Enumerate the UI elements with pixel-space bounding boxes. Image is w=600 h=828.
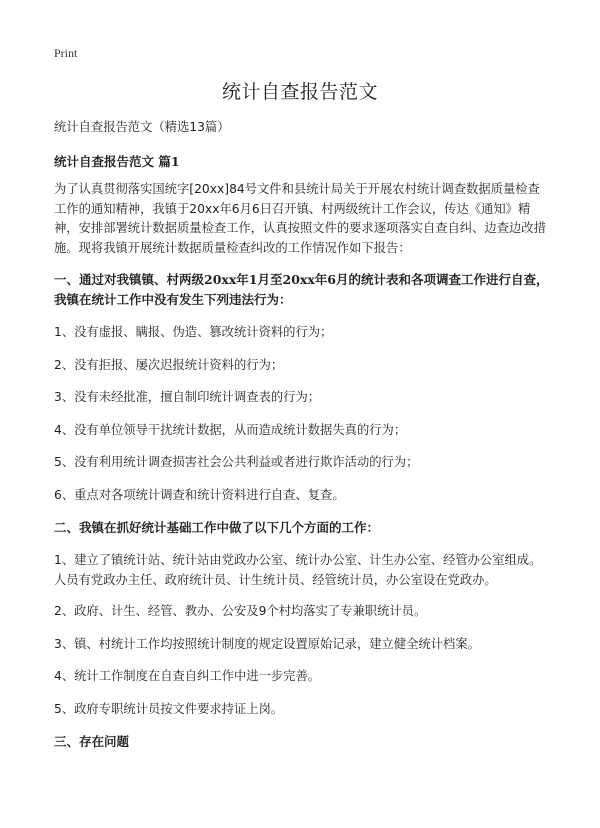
list-item: 3、镇、村统计工作均按照统计制度的规定设置原始记录，建立健全统计档案。 bbox=[54, 636, 480, 651]
list-item: 6、重点对各项统计调查和统计资料进行自查、复查。 bbox=[54, 487, 345, 502]
list-item: 1、建立了镇统计站、统计站由党政办公室、统计办公室、计生办公室、经管办公室组成。人员有党政办主任、政府统计员、计生统计员、经管统计员，办公室设在党政办。 bbox=[54, 553, 542, 587]
list-item: 2、没有拒报、屡次迟报统计资料的行为； bbox=[54, 357, 284, 372]
document-subtitle: 统计自查报告范文（精选13篇） bbox=[54, 120, 230, 134]
list-item: 5、政府专职统计员按文件要求持证上岗。 bbox=[54, 701, 284, 716]
intro-paragraph: 为了认真贯彻落实国统字[20xx]84号文件和县统计局关于开展农村统计调查数据质量检查工作的通知精神，我镇于20xx年6月6日召开镇、村两级统计工作会议，传达《通知》精神，安排部署统计数据质量检查工作，认真按照文件的要求逐项落实自查自纠、边查边改措施。现将我镇开展统计数据质量检查纠改的工作情况作如下报告： bbox=[54, 182, 546, 255]
print-link[interactable]: Print bbox=[54, 46, 78, 60]
part3-heading: 三、存在问题 bbox=[54, 734, 130, 749]
list-item: 1、没有虚报、瞒报、伪造、篡改统计资料的行为； bbox=[54, 325, 333, 339]
section-title: 统计自查报告范文 篇1 bbox=[54, 153, 180, 169]
list-item: 4、统计工作制度在自查自纠工作中进一步完善。 bbox=[54, 669, 321, 683]
page-title: 统计自查报告范文 bbox=[221, 81, 378, 103]
list-item: 2、政府、计生、经管、教办、公安及9个村均落实了专兼职统计员。 bbox=[54, 604, 427, 618]
document-body bbox=[54, 118, 550, 765]
list-item: 5、没有利用统计调查损害社会公共利益或者进行欺诈活动的行为； bbox=[54, 455, 419, 469]
list-item: 4、没有单位领导干扰统计数据，从而造成统计数据失真的行为； bbox=[54, 422, 407, 437]
part2-heading: 二、我镇在抓好统计基础工作中做了以下几个方面的工作： bbox=[54, 520, 380, 535]
list-item: 3、没有未经批准，擅自制印统计调查表的行为； bbox=[54, 390, 321, 404]
part1-heading: 一、通过对我镇镇、村两级20xx年1月至20xx年6月的统计表和各项调查工作进行自查，我镇在统计工作中没有发生下列违法行为： bbox=[54, 272, 549, 307]
